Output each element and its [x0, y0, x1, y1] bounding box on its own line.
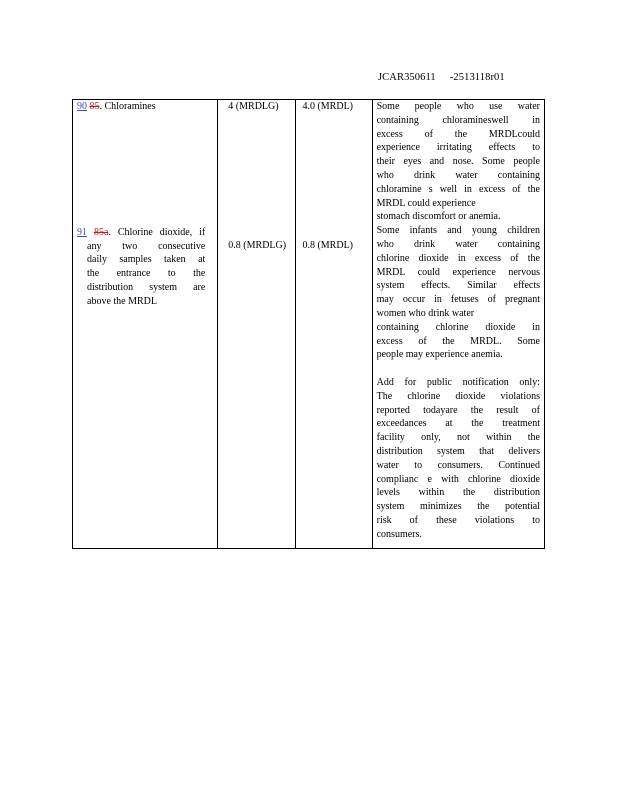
health-effects-line: risk of these violations to	[376, 514, 540, 526]
health-effects-cell	[372, 100, 544, 549]
contaminant-table	[72, 99, 545, 549]
health-effects-line: system effects. Similar effects	[376, 280, 540, 292]
health-effects-line: exceedances at the treatment	[376, 418, 540, 430]
health-effects-line: their eyes and nose. Some people	[376, 156, 540, 168]
health-effects-line: chloramine s well in excess of the	[376, 183, 540, 195]
paragraph-gap	[377, 362, 540, 376]
health-effects-line: chlorine dioxide in excess of the	[376, 252, 540, 264]
document-header	[378, 72, 505, 83]
contaminant-chlorine-dioxide	[77, 226, 205, 309]
health-effects-line: may occur in fetuses of pregnant	[376, 294, 540, 306]
contaminant-label: . Chlorine dioxide, if	[108, 226, 206, 238]
health-effects-line: complianc e with chlorine dioxide	[376, 473, 540, 485]
mrdl-value: 0.8 (MRDL)	[302, 239, 354, 251]
health-effects-line: who drink water containing	[376, 238, 540, 250]
health-effects-line: consumers.	[376, 528, 422, 540]
item-number-deleted: 85	[89, 101, 100, 112]
health-effects-line: levels within the distribution	[376, 487, 540, 499]
item-number-new: 90	[77, 101, 87, 112]
health-effects-line: MRDL could experience nervous	[376, 266, 540, 278]
document-revision: -2513118r01	[449, 72, 505, 83]
contaminant-label-line: daily samples taken at	[87, 254, 206, 266]
contaminant-label-line: above the MRDL	[87, 295, 157, 307]
contaminant-chloramines	[77, 100, 205, 114]
contaminant-label-line: any two consecutive	[87, 240, 206, 252]
health-effects-line: MRDL could experience	[376, 197, 476, 209]
mrdlg-value: 4 (MRDLG)	[228, 101, 279, 112]
health-effects-line: system minimizes the potential	[376, 501, 540, 513]
contaminant-label-line: distribution system are	[87, 281, 206, 293]
health-effects-line: people may experience anemia.	[376, 349, 503, 361]
contaminant-label-line: the entrance to the	[87, 268, 206, 280]
contaminant-label: . Chloramines	[99, 101, 156, 112]
health-effects-line: experience irritating effects to	[376, 142, 540, 154]
health-effects-line: stomach discomfort or anemia.	[376, 211, 501, 223]
health-effects-line: Add for public notification only:	[376, 376, 540, 388]
health-effects-line: Some people who use water	[376, 101, 540, 112]
health-effects-line: containing chlorine dioxide in	[376, 321, 540, 333]
item-number-deleted: 85a	[93, 226, 109, 238]
mrdl-value: 4.0 (MRDL)	[302, 101, 354, 112]
mrdlg-cell	[218, 100, 296, 549]
health-effects-line: Some infants and young children	[376, 225, 540, 237]
health-effects-line: who drink water containing	[376, 169, 540, 181]
health-effects-line: The chlorine dioxide violations	[376, 390, 540, 402]
health-effects-line: water to consumers. Continued	[376, 459, 540, 471]
health-effects-line: reported todayare the result of	[376, 404, 540, 416]
mrdl-cell	[296, 100, 372, 549]
item-number-new: 91	[77, 226, 87, 238]
table-row	[73, 100, 545, 549]
document-id: JCAR350611	[378, 72, 436, 83]
health-effects-line: women who drink water	[376, 307, 475, 319]
health-effects-line: excess of the MRDL. Some	[376, 335, 540, 347]
health-effects-line: containing chloramineswell in	[376, 114, 540, 126]
health-effects-text	[373, 100, 544, 548]
health-effects-line: facility only, not within the	[376, 432, 540, 444]
contaminant-cell	[73, 100, 218, 549]
mrdlg-value: 0.8 (MRDLG)	[228, 239, 287, 251]
health-effects-line: excess of the MRDLcould	[376, 128, 540, 140]
health-effects-line: distribution system that delivers	[376, 445, 540, 457]
